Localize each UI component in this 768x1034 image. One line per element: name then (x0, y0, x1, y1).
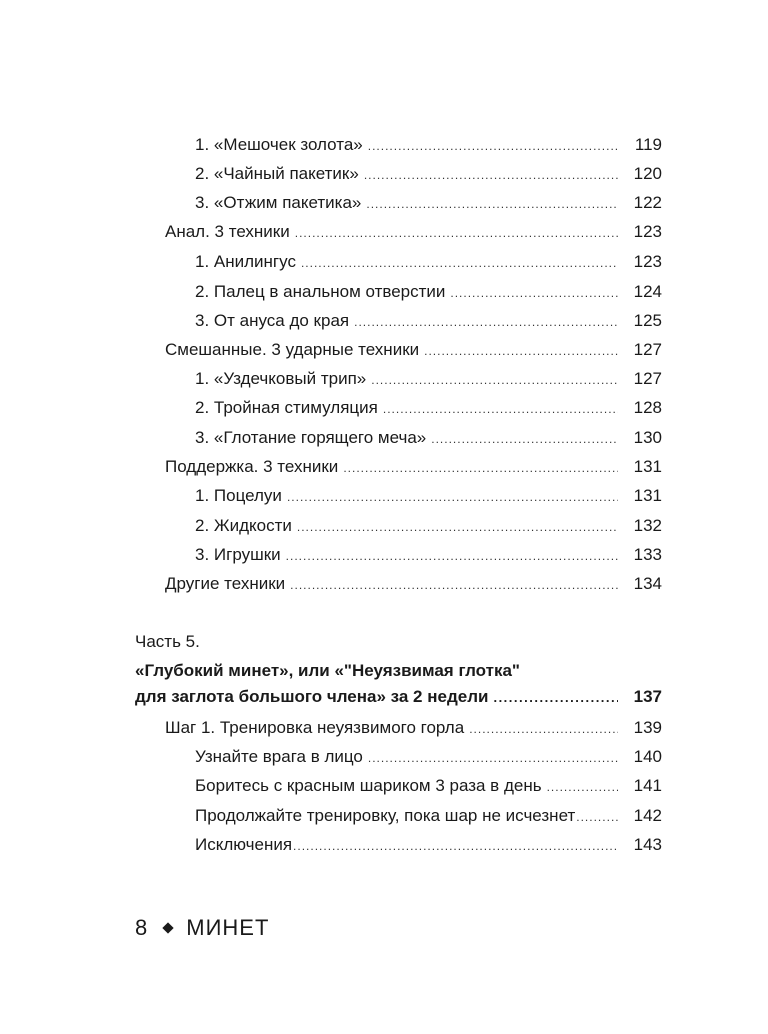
toc-section-label: Другие техники (165, 574, 286, 593)
toc-entry (195, 804, 662, 828)
toc-leader-dots (576, 805, 618, 829)
toc-leader-dots (364, 163, 618, 187)
toc-section (165, 716, 662, 740)
toc-entry-label: 2. «Чайный пакетик» (195, 164, 359, 183)
toc-entry-label: 1. Анилингус (195, 252, 296, 271)
footer-book-title: МИНЕТ (186, 915, 270, 940)
toc-entry-page: 124 (633, 282, 662, 301)
part-page: 137 (633, 687, 662, 706)
toc-entry (195, 543, 662, 567)
toc-leader-dots (287, 485, 618, 509)
toc-entry-page: 141 (633, 776, 662, 795)
toc-entry-label: 3. Игрушки (195, 545, 281, 564)
toc-section-label: Смешанные. 3 ударные техники (165, 340, 420, 359)
toc-leader-dots (368, 746, 618, 770)
toc-entry-label: Узнайте врага в лицо (195, 747, 363, 766)
toc-section-page: 127 (633, 340, 662, 359)
toc-leader-dots (431, 427, 618, 451)
toc-leader-dots (424, 339, 618, 363)
toc-section-page: 123 (633, 222, 662, 241)
part-title-text: для заглота большого члена» за 2 недели (135, 687, 489, 706)
toc-section-label: Анал. 3 техники (165, 222, 290, 241)
toc-entry (195, 484, 662, 508)
toc-section-page: 134 (633, 574, 662, 593)
toc-entry-page: 131 (633, 486, 662, 505)
toc-leader-dots (293, 834, 618, 858)
toc-entry (195, 191, 662, 215)
toc-leader-dots (343, 456, 618, 480)
toc-entry-label: 1. «Уздечковый трип» (195, 369, 367, 388)
toc-entry (195, 367, 662, 391)
toc-leader-dots (366, 192, 618, 216)
toc-entry-label: 1. Поцелуи (195, 486, 282, 505)
toc-entry-label: 1. «Мешочек золота» (195, 135, 363, 154)
toc-entry (195, 426, 662, 450)
toc-entry-label: 2. Тройная стимуляция (195, 398, 378, 417)
toc-entry-label: Продолжайте тренировку, пока шар не исчезнет (195, 806, 576, 825)
toc-entry-page: 128 (633, 398, 662, 417)
diamond-separator-icon (163, 922, 174, 933)
toc-entry (195, 833, 662, 857)
toc-entry-page: 119 (634, 135, 662, 154)
toc-leader-dots (383, 397, 618, 421)
toc-leader-dots (301, 251, 618, 275)
toc-entry-label: 3. «Отжим пакетика» (195, 193, 362, 212)
part-title-line1: «Глубокий минет», или «"Неуязвимая глотка" (135, 661, 520, 680)
toc-entry (195, 280, 662, 304)
toc-leader-dots (297, 515, 618, 539)
toc-entry-page: 120 (633, 164, 662, 183)
toc-entry-label: 2. Палец в анальном отверстии (195, 282, 446, 301)
toc-leader-dots (354, 310, 618, 334)
toc-entry-page: 140 (633, 747, 662, 766)
toc-section (165, 455, 662, 479)
toc-entry (195, 250, 662, 274)
toc-entry-page: 142 (633, 806, 662, 825)
toc-leader-dots (469, 717, 618, 741)
toc-entry-page: 130 (633, 428, 662, 447)
toc-section (165, 338, 662, 362)
toc-entry (195, 514, 662, 538)
toc-section-label: Шаг 1. Тренировка неуязвимого горла (165, 718, 465, 737)
toc-leader-dots (295, 221, 618, 245)
toc-leader-dots (547, 775, 618, 799)
toc-leader-dots (371, 368, 618, 392)
toc-entry-page: 125 (633, 311, 662, 330)
toc-entry-page: 122 (633, 193, 662, 212)
toc-entry-label: 2. Жидкости (195, 516, 292, 535)
toc-entry (195, 309, 662, 333)
page-footer (135, 913, 269, 943)
toc-entry-label: Боритесь с красным шариком 3 раза в день (195, 776, 542, 795)
toc-leader-dots (450, 281, 618, 305)
toc-leader-dots (368, 134, 618, 158)
toc-entry-page: 127 (633, 369, 662, 388)
toc-entry-label: 3. От ануса до края (195, 311, 350, 330)
toc-section (165, 572, 662, 596)
toc-entry (195, 745, 662, 769)
part-title-line2 (135, 685, 662, 709)
footer-page-number: 8 (135, 915, 149, 940)
toc-section-label: Поддержка. 3 техники (165, 457, 339, 476)
toc-entry-page: 123 (633, 252, 662, 271)
toc-section (165, 220, 662, 244)
toc-leader-dots (286, 544, 618, 568)
toc-section-page: 131 (633, 457, 662, 476)
toc-entry-page: 132 (633, 516, 662, 535)
toc-entry-page: 143 (633, 835, 662, 854)
toc-entry (195, 396, 662, 420)
toc-leader-dots (493, 686, 618, 710)
toc-section-page: 139 (633, 718, 662, 737)
toc-entry-label: 3. «Глотание горящего меча» (195, 428, 427, 447)
toc-entry-label: Исключения (195, 835, 293, 854)
toc-entry (195, 133, 662, 157)
toc-entry (195, 774, 662, 798)
toc-entry-page: 133 (633, 545, 662, 564)
toc-entry (195, 162, 662, 186)
part-number: Часть 5. (135, 632, 200, 651)
toc-leader-dots (290, 573, 618, 597)
